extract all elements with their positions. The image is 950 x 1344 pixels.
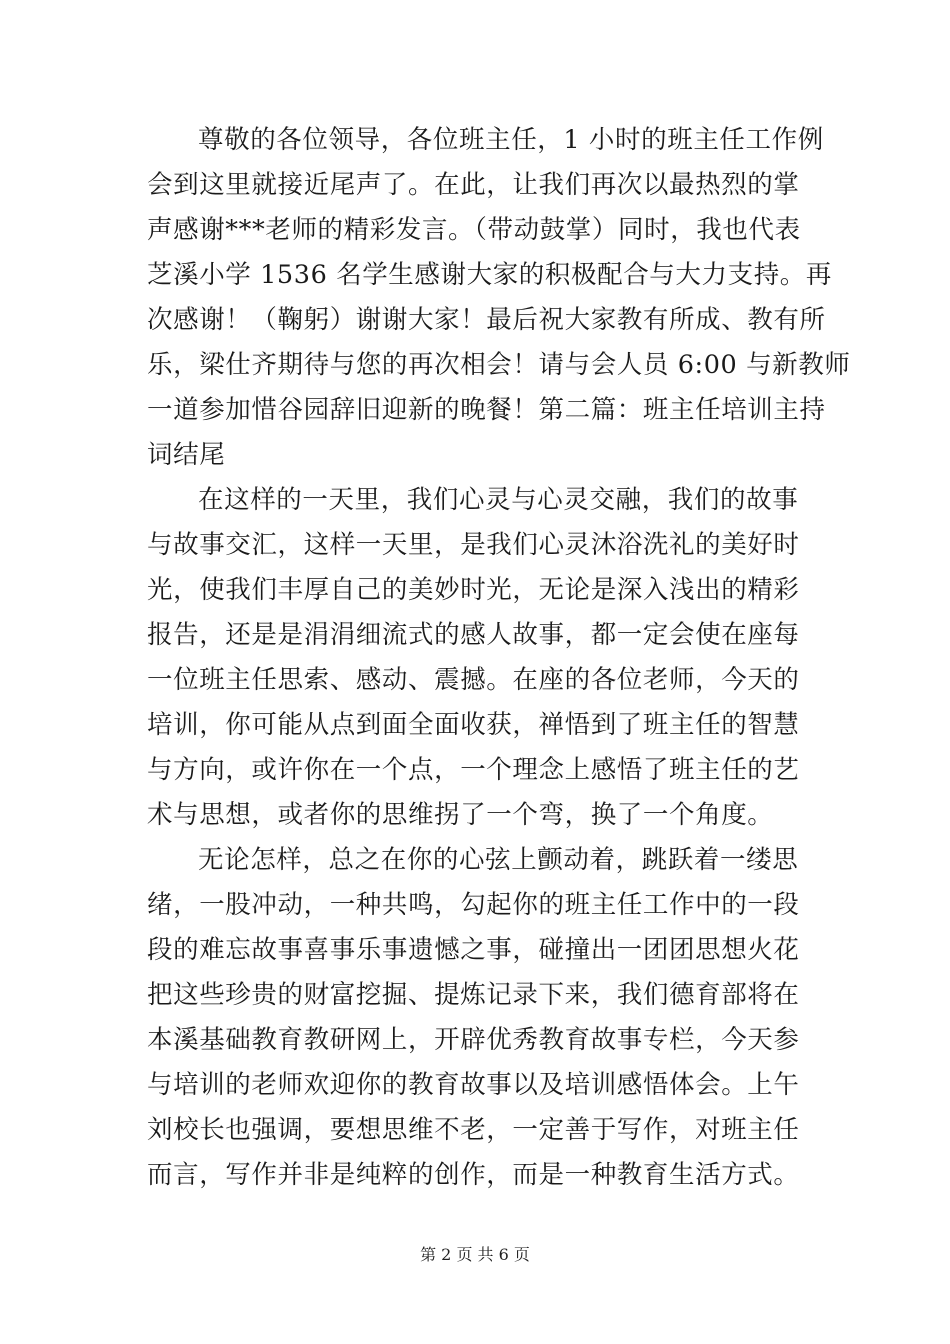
text-line: 与故事交汇，这样一天里，是我们心灵沐浴洗礼的美好时 — [147, 530, 800, 560]
text-line: 会到这里就接近尾声了。在此，让我们再次以最热烈的掌 — [147, 170, 800, 200]
text-line: 而言，写作并非是纯粹的创作，而是一种教育生活方式。 — [147, 1160, 800, 1190]
paragraph-2 — [147, 478, 807, 838]
text-line: 本溪基础教育教研网上，开辟优秀教育故事专栏，今天参 — [147, 1025, 800, 1055]
text-line: 一道参加惜谷园辞旧迎新的晚餐！第二篇：班主任培训主持 — [147, 395, 826, 425]
text-line: 与方向，或许你在一个点，一个理念上感悟了班主任的艺 — [147, 755, 800, 785]
page-number-footer: 第 2 页 共 6 页 — [420, 1245, 530, 1264]
text-line: 词结尾 — [147, 440, 226, 470]
text-line: 绪，一股冲动，一种共鸣，勾起你的班主任工作中的一段 — [147, 890, 800, 920]
text-line: 培训，你可能从点到面全面收获，禅悟到了班主任的智慧 — [147, 710, 800, 740]
text-line: 次感谢！（鞠躬）谢谢大家！最后祝大家教有所成、教有所 — [147, 305, 826, 335]
text-line: 与培训的老师欢迎你的教育故事以及培训感悟体会。上午 — [147, 1070, 800, 1100]
text-line: 尊敬的各位领导，各位班主任，1 小时的班主任工作例 — [198, 125, 824, 155]
text-line: 无论怎样，总之在你的心弦上颤动着，跳跃着一缕思 — [198, 845, 799, 875]
text-line: 乐，梁仕齐期待与您的再次相会！请与会人员 6:00 与新教师 — [147, 350, 851, 380]
text-line: 把这些珍贵的财富挖掘、提炼记录下来，我们德育部将在 — [147, 980, 800, 1010]
text-line: 报告，还是是涓涓细流式的感人故事，都一定会使在座每 — [147, 620, 800, 650]
text-line: 术与思想，或者你的思维拐了一个弯，换了一个角度。 — [147, 800, 774, 830]
text-line: 在这样的一天里，我们心灵与心灵交融，我们的故事 — [198, 485, 799, 515]
paragraph-3 — [147, 838, 807, 1198]
text-line: 光，使我们丰厚自己的美妙时光，无论是深入浅出的精彩 — [147, 575, 800, 605]
text-line: 声感谢***老师的精彩发言。（带动鼓掌）同时，我也代表 — [147, 215, 801, 245]
text-line: 段的难忘故事喜事乐事遗憾之事，碰撞出一团团思想火花 — [147, 935, 800, 965]
text-line: 芝溪小学 1536 名学生感谢大家的积极配合与大力支持。再 — [147, 260, 833, 290]
text-line: 刘校长也强调，要想思维不老，一定善于写作，对班主任 — [147, 1115, 800, 1145]
paragraph-1 — [147, 118, 851, 478]
text-line: 一位班主任思索、感动、震撼。在座的各位老师，今天的 — [147, 665, 800, 695]
document-body — [147, 118, 851, 1198]
